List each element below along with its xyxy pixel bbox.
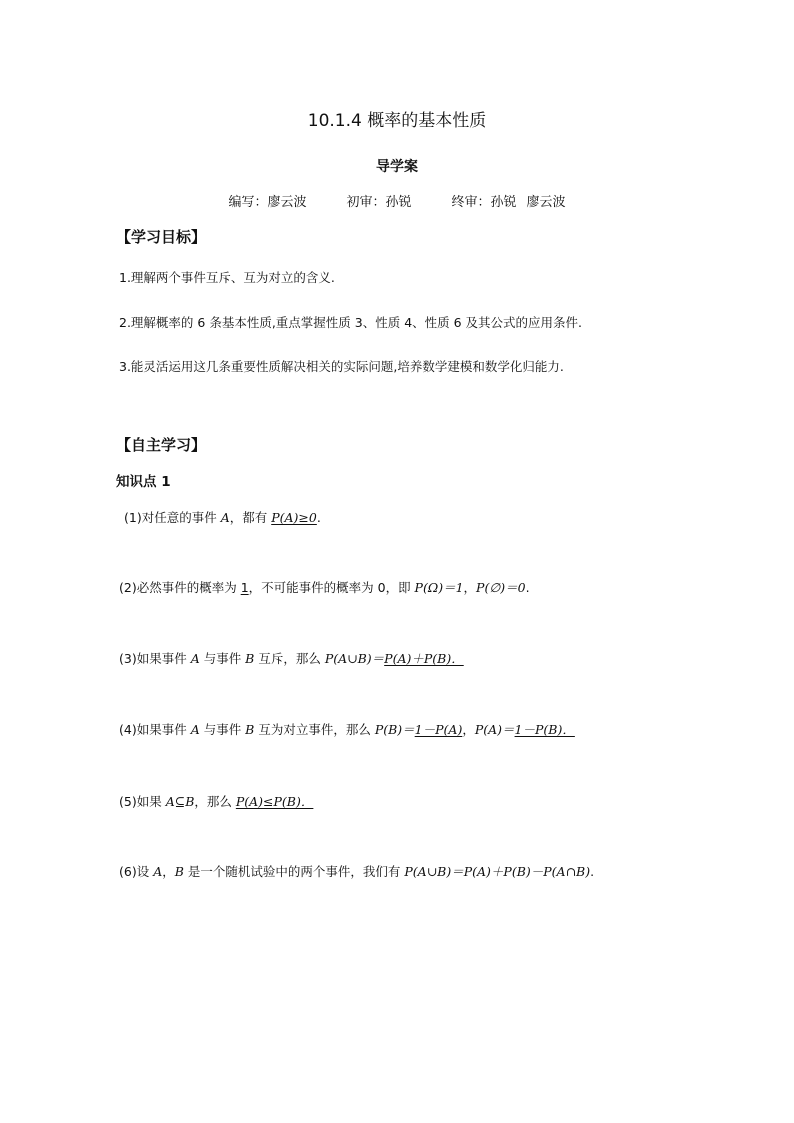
answer-blank: P(A)＋P(B)． [384,651,464,666]
writer-credit: 编写：廖云波 [228,195,307,210]
answer-blank: P(A)≥0 [271,510,317,525]
answer-blank: 1－P(A) [414,722,463,737]
property-4: (4)如果事件 A 与事件 B 互为对立事件，那么 P(B)＝1－P(A)，P(A)＝1－P(B)． [119,722,575,737]
final-review-credit-second: 廖云波 [526,195,566,210]
objective-item: 3.能灵活运用这几条重要性质解决相关的实际问题,培养数学建模和数学化归能力. [119,359,564,374]
objective-item: 1.理解两个事件互斥、互为对立的含义. [119,270,335,285]
knowledge-point-heading: 知识点 1 [116,474,171,490]
first-review-credit: 初审：孙锐 [346,195,412,210]
document-title: 10.1.4 概率的基本性质 [307,111,487,131]
section-heading-self-study: 【自主学习】 [116,436,207,454]
property-2: (2)必然事件的概率为 1，不可能事件的概率为 0，即 P(Ω)＝1，P(∅)＝0. [119,580,530,595]
answer-blank: 1 [240,580,249,595]
property-6: (6)设 A，B 是一个随机试验中的两个事件，我们有 P(A∪B)＝P(A)＋P(B)－P(A∩B). [119,864,595,879]
final-review-credit: 终审：孙锐 [451,195,517,210]
credits-line [0,191,794,210]
section-heading-objectives: 【学习目标】 [116,228,207,246]
answer-blank: P(A)≤P(B)． [235,794,314,809]
answer-blank: 1－P(B)． [514,722,575,737]
property-1: (1)对任意的事件 A，都有 P(A)≥0. [124,510,321,525]
document-subtitle: 导学案 [376,159,418,175]
objective-item: 2.理解概率的 6 条基本性质,重点掌握性质 3、性质 4、性质 6 及其公式的应用条件. [119,315,583,330]
property-5: (5)如果 A⊆B，那么 P(A)≤P(B)． [119,794,314,809]
property-3: (3)如果事件 A 与事件 B 互斥，那么 P(A∪B)＝P(A)＋P(B)． [119,651,464,666]
